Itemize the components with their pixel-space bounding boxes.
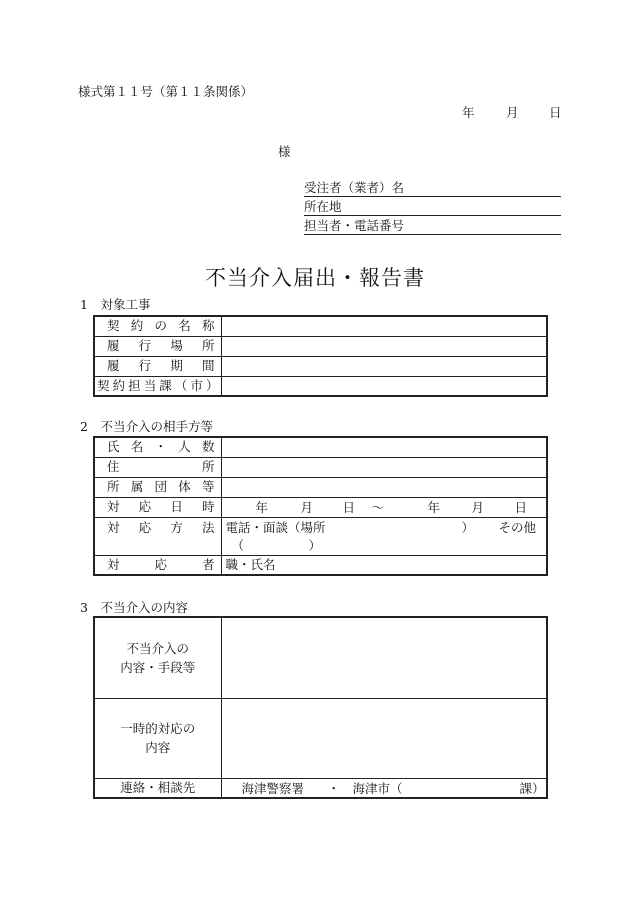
addressee-suffix: 様 — [278, 144, 291, 159]
intervention-content-table — [93, 616, 548, 799]
contact-consult-input[interactable] — [221, 778, 547, 798]
performance-place-label: 履 行 場 所 — [94, 336, 221, 356]
table-row — [94, 336, 547, 356]
table-row — [94, 457, 547, 477]
performance-period-label: 履 行 期 間 — [94, 356, 221, 376]
table-row — [94, 778, 547, 798]
dt-tilde: ～ — [371, 499, 385, 515]
response-datetime-label: 対応日時 — [94, 497, 221, 517]
content-label-line1: 不当介入の — [126, 640, 189, 656]
section3-heading: 3 不当介入の内容 — [80, 600, 188, 615]
contractor-name-field[interactable] — [304, 177, 561, 197]
responder-input[interactable]: 職・氏名 — [221, 555, 547, 575]
dt-month-2: 月 — [471, 499, 485, 515]
document-title: 不当介入届出・報告書 — [205, 266, 425, 290]
affiliation-input[interactable] — [221, 477, 547, 497]
contact-phone-label: 担当者・電話番号 — [304, 218, 405, 233]
contract-department-label: 契約担当課（市） — [94, 376, 221, 396]
form-number: 様式第１１号（第１１条関係） — [78, 84, 254, 99]
method-line2-open: （ — [231, 537, 245, 553]
temp-label-line2: 内容 — [145, 740, 171, 755]
contract-department-input[interactable] — [221, 376, 547, 396]
affiliation-label: 所属団体等 — [94, 477, 221, 497]
content-method-input[interactable] — [221, 617, 547, 698]
table-row — [94, 477, 547, 497]
method-close-paren: ） — [461, 519, 475, 535]
contact-consult-label: 連絡・相談先 — [94, 778, 221, 798]
date-month-label: 月 — [506, 105, 519, 120]
response-method-input[interactable] — [221, 517, 547, 555]
contact-police: 海津警察署 — [241, 780, 305, 796]
table-row — [94, 617, 547, 698]
contractor-name-label: 受注者（業者）名 — [304, 180, 405, 195]
table-row — [94, 497, 547, 517]
dt-day-2: 日 — [514, 499, 528, 515]
address-label: 住 所 — [94, 457, 221, 477]
target-work-table — [93, 315, 548, 397]
name-count-input[interactable] — [221, 437, 547, 457]
content-label-line2: 内容・手段等 — [120, 659, 196, 675]
dt-month-1: 月 — [300, 499, 314, 515]
location-label: 所在地 — [304, 199, 342, 214]
section1-heading: 1 対象工事 — [80, 297, 151, 312]
method-other: その他 — [498, 519, 537, 535]
contact-city: 海津市（ — [352, 780, 403, 796]
date-year-label: 年 — [462, 105, 475, 120]
location-field[interactable] — [304, 196, 561, 216]
temporary-response-input[interactable] — [221, 698, 547, 778]
address-input[interactable] — [221, 457, 547, 477]
table-row — [94, 517, 547, 555]
dt-day-1: 日 — [342, 499, 356, 515]
method-line2-close: ） — [308, 537, 322, 553]
contact-dot: ・ — [327, 780, 341, 796]
contract-name-label: 契約の名称 — [94, 316, 221, 336]
dt-year-1: 年 — [255, 499, 269, 515]
dt-year-2: 年 — [427, 499, 441, 515]
counterparty-table — [93, 436, 548, 576]
contact-section: 課） — [519, 780, 545, 796]
performance-period-input[interactable] — [221, 356, 547, 376]
performance-place-input[interactable] — [221, 336, 547, 356]
table-row — [94, 356, 547, 376]
method-phone-meeting: 電話・面談（場所 — [225, 519, 326, 535]
table-row — [94, 698, 547, 778]
contact-phone-field[interactable] — [304, 215, 561, 235]
name-count-label: 氏名・人数 — [94, 437, 221, 457]
response-method-label: 対応方法 — [94, 517, 221, 555]
section2-heading: 2 不当介入の相手方等 — [80, 419, 213, 434]
table-row — [94, 437, 547, 457]
date-day-label: 日 — [549, 105, 562, 120]
table-row — [94, 555, 547, 575]
table-row — [94, 316, 547, 336]
table-row — [94, 376, 547, 396]
contract-name-input[interactable] — [221, 316, 547, 336]
responder-label: 対応者 — [94, 555, 221, 575]
content-method-label — [94, 617, 221, 698]
temp-label-line1: 一時的対応の — [120, 721, 196, 736]
temporary-response-label — [94, 698, 221, 778]
response-datetime-input[interactable] — [221, 497, 547, 517]
